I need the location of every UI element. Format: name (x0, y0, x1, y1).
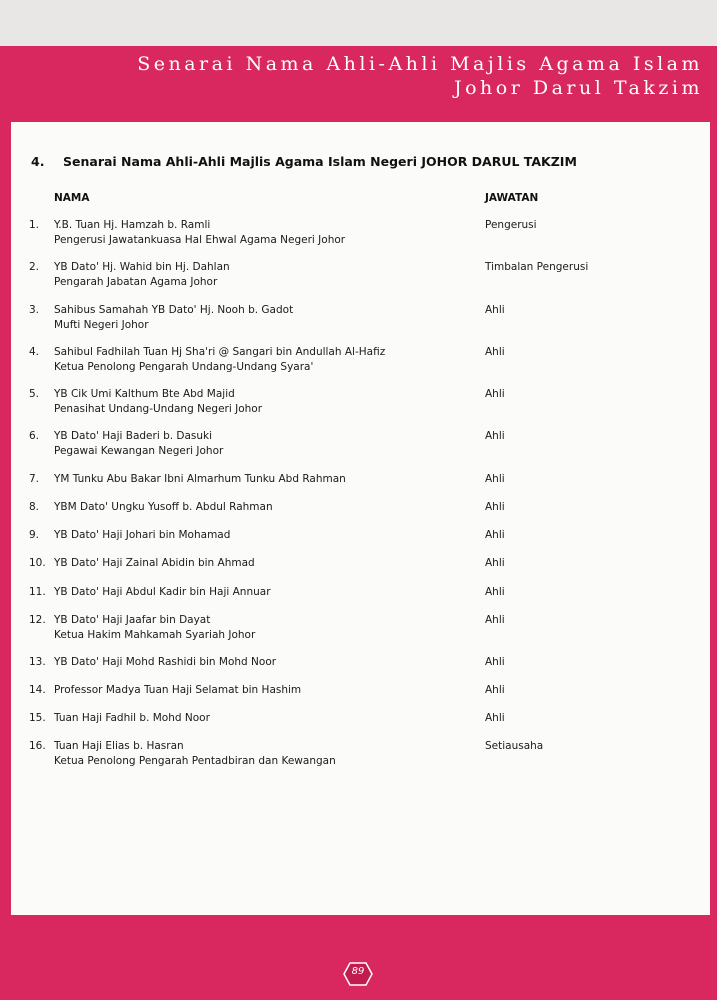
member-cell (54, 345, 474, 375)
top-margin (0, 0, 717, 46)
member-position: Pengerusi (485, 219, 537, 231)
member-cell (54, 683, 474, 698)
column-header-name: NAMA (54, 192, 90, 204)
member-position: Ahli (485, 586, 505, 598)
section-title: Senarai Nama Ahli-Ahli Majlis Agama Islam Negeri JOHOR DARUL TAKZIM (63, 154, 577, 169)
member-position: Ahli (485, 473, 505, 485)
member-position: Ahli (485, 430, 505, 442)
member-role: Mufti Negeri Johor (54, 319, 149, 331)
page-number-badge (343, 962, 373, 986)
member-position: Ahli (485, 346, 505, 358)
member-position: Ahli (485, 614, 505, 626)
row-number: 2. (29, 261, 40, 273)
member-name: YB Dato' Haji Zainal Abidin bin Ahmad (54, 557, 255, 569)
banner-title-line-1: Senarai Nama Ahli-Ahli Majlis Agama Islam (137, 53, 703, 75)
member-name: YB Dato' Haji Mohd Rashidi bin Mohd Noor (54, 656, 277, 668)
page-number: 89 (351, 966, 365, 977)
section-heading (31, 154, 691, 169)
member-name: Tuan Haji Elias b. Hasran (54, 740, 184, 752)
row-number: 12. (29, 614, 46, 626)
row-number: 3. (29, 304, 40, 316)
row-number: 14. (29, 684, 46, 696)
member-position: Ahli (485, 557, 505, 569)
row-number: 10. (29, 557, 46, 569)
member-name: YB Dato' Haji Johari bin Mohamad (54, 529, 231, 541)
member-cell (54, 655, 474, 670)
member-role: Pegawai Kewangan Negeri Johor (54, 445, 224, 457)
row-number: 9. (29, 529, 40, 541)
member-role: Penasihat Undang-Undang Negeri Johor (54, 403, 263, 415)
member-cell (54, 613, 474, 643)
member-position: Setiausaha (485, 740, 544, 752)
member-role: Ketua Penolong Pengarah Pentadbiran dan Kewangan (54, 755, 336, 767)
content-panel (11, 122, 710, 915)
row-number: 8. (29, 501, 40, 513)
member-name: Professor Madya Tuan Haji Selamat bin Hashim (54, 684, 302, 696)
member-name: YB Dato' Haji Abdul Kadir bin Haji Annuar (54, 586, 271, 598)
section-number: 4. (31, 154, 45, 169)
member-cell (54, 585, 474, 600)
member-role: Ketua Hakim Mahkamah Syariah Johor (54, 629, 256, 641)
member-role: Ketua Penolong Pengarah Undang-Undang Syara' (54, 361, 314, 373)
row-number: 7. (29, 473, 40, 485)
banner-title (103, 52, 703, 100)
member-role: Pengerusi Jawatankuasa Hal Ehwal Agama Negeri Johor (54, 234, 346, 246)
member-name: Sahibus Samahah YB Dato' Hj. Nooh b. Gadot (54, 304, 294, 316)
member-position: Ahli (485, 501, 505, 513)
row-number: 1. (29, 219, 40, 231)
row-number: 13. (29, 656, 46, 668)
row-number: 6. (29, 430, 40, 442)
member-name: YBM Dato' Ungku Yusoff b. Abdul Rahman (54, 501, 273, 513)
member-cell (54, 387, 474, 417)
member-cell (54, 218, 474, 248)
member-name: Sahibul Fadhilah Tuan Hj Sha'ri @ Sangari bin Andullah Al-Hafiz (54, 346, 386, 358)
member-name: YB Dato' Haji Baderi b. Dasuki (54, 430, 213, 442)
member-name: Tuan Haji Fadhil b. Mohd Noor (54, 712, 210, 724)
member-cell (54, 528, 474, 543)
member-position: Ahli (485, 529, 505, 541)
member-cell (54, 303, 474, 333)
member-position: Timbalan Pengerusi (485, 261, 589, 273)
member-cell (54, 472, 474, 487)
member-position: Ahli (485, 684, 505, 696)
member-cell (54, 556, 474, 571)
member-cell (54, 260, 474, 290)
member-position: Ahli (485, 304, 505, 316)
column-header-position: JAWATAN (485, 192, 539, 204)
member-role: Pengarah Jabatan Agama Johor (54, 276, 218, 288)
member-name: YB Cik Umi Kalthum Bte Abd Majid (54, 388, 235, 400)
member-cell (54, 429, 474, 459)
member-position: Ahli (485, 656, 505, 668)
row-number: 4. (29, 346, 40, 358)
member-name: Y.B. Tuan Hj. Hamzah b. Ramli (54, 219, 211, 231)
member-cell (54, 711, 474, 726)
member-name: YB Dato' Hj. Wahid bin Hj. Dahlan (54, 261, 230, 273)
row-number: 11. (29, 586, 46, 598)
member-cell (54, 500, 474, 515)
row-number: 16. (29, 740, 46, 752)
member-position: Ahli (485, 388, 505, 400)
row-number: 5. (29, 388, 40, 400)
member-name: YB Dato' Haji Jaafar bin Dayat (54, 614, 211, 626)
member-name: YM Tunku Abu Bakar Ibni Almarhum Tunku Abd Rahman (54, 473, 346, 485)
row-number: 15. (29, 712, 46, 724)
banner-title-line-2: Johor Darul Takzim (454, 77, 703, 99)
member-cell (54, 739, 474, 769)
member-position: Ahli (485, 712, 505, 724)
